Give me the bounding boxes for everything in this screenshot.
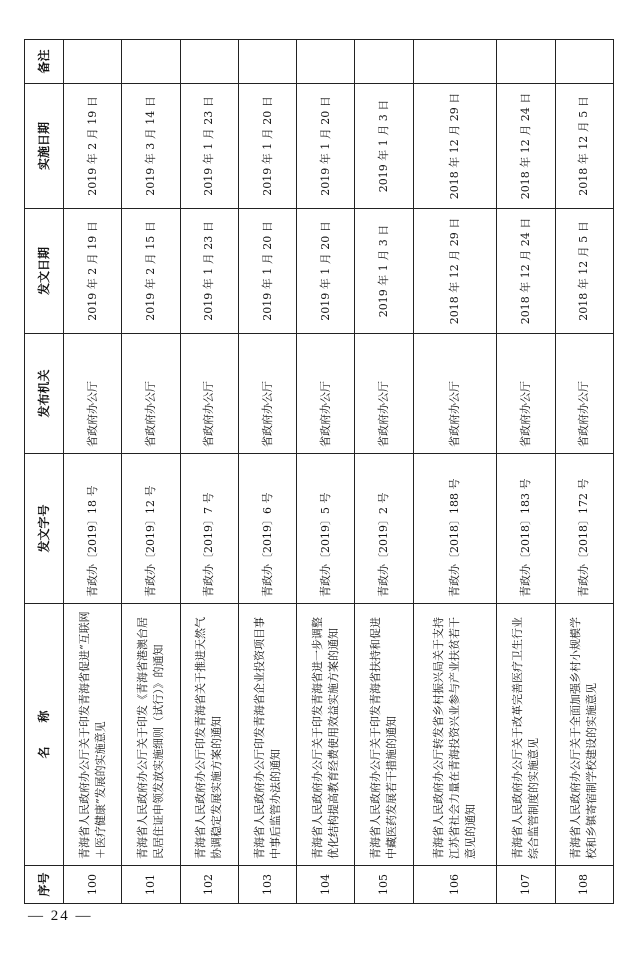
table-row bbox=[122, 40, 180, 904]
cell-seq: 100 bbox=[64, 866, 122, 904]
cell-seq: 103 bbox=[238, 866, 296, 904]
cell-remark bbox=[238, 40, 296, 84]
cell-impl-date: 2019 年 1 月 20 日 bbox=[238, 84, 296, 209]
header-name: 名 称 bbox=[25, 604, 64, 866]
header-issue-date: 发文日期 bbox=[25, 209, 64, 334]
cell-impl-date: 2018 年 12 月 24 日 bbox=[497, 84, 555, 209]
cell-doc-no: 青政办〔2019〕5 号 bbox=[297, 454, 355, 604]
cell-issue-date: 2019 年 2 月 19 日 bbox=[64, 209, 122, 334]
cell-remark bbox=[64, 40, 122, 84]
cell-doc-no: 青政办〔2018〕172 号 bbox=[555, 454, 613, 604]
table-row bbox=[413, 40, 497, 904]
cell-remark bbox=[122, 40, 180, 84]
cell-doc-no: 青政办〔2019〕6 号 bbox=[238, 454, 296, 604]
cell-name: 青海省人民政府办公厅关于改革完善医疗卫生行业综合监管制度的实施意见 bbox=[497, 604, 555, 866]
cell-seq: 102 bbox=[180, 866, 238, 904]
cell-issue-date: 2019 年 1 月 20 日 bbox=[297, 209, 355, 334]
cell-name: 青海省人民政府办公厅关于印发青海省促进“互联网＋医疗健康”发展的实施意见 bbox=[64, 604, 122, 866]
cell-remark bbox=[297, 40, 355, 84]
cell-name: 青海省人民政府办公厅关于全面加强乡村小规模学校和乡镇寄宿制学校建设的实施意见 bbox=[555, 604, 613, 866]
cell-issuer: 省政府办公厅 bbox=[497, 334, 555, 454]
cell-impl-date: 2019 年 1 月 23 日 bbox=[180, 84, 238, 209]
cell-remark bbox=[355, 40, 413, 84]
cell-impl-date: 2019 年 3 月 14 日 bbox=[122, 84, 180, 209]
cell-name: 青海省人民政府办公厅关于印发《青海省港澳台居民居住证申领发放实施细则（试行）》的通知 bbox=[122, 604, 180, 866]
cell-issuer: 省政府办公厅 bbox=[180, 334, 238, 454]
cell-issuer: 省政府办公厅 bbox=[413, 334, 497, 454]
cell-issue-date: 2019 年 1 月 3 日 bbox=[355, 209, 413, 334]
cell-seq: 106 bbox=[413, 866, 497, 904]
cell-issue-date: 2018 年 12 月 5 日 bbox=[555, 209, 613, 334]
cell-name: 青海省人民政府办公厅印发青海省关于推进天然气协调稳定发展实施方案的通知 bbox=[180, 604, 238, 866]
cell-impl-date: 2019 年 1 月 3 日 bbox=[355, 84, 413, 209]
cell-impl-date: 2019 年 1 月 20 日 bbox=[297, 84, 355, 209]
cell-doc-no: 青政办〔2019〕18 号 bbox=[64, 454, 122, 604]
cell-seq: 105 bbox=[355, 866, 413, 904]
cell-issue-date: 2018 年 12 月 24 日 bbox=[497, 209, 555, 334]
header-remark: 备注 bbox=[25, 40, 64, 84]
document-table bbox=[24, 39, 614, 904]
cell-impl-date: 2018 年 12 月 29 日 bbox=[413, 84, 497, 209]
header-impl-date: 实施日期 bbox=[25, 84, 64, 209]
cell-seq: 104 bbox=[297, 866, 355, 904]
page-number: — 24 — bbox=[28, 908, 93, 924]
cell-doc-no: 青政办〔2019〕12 号 bbox=[122, 454, 180, 604]
cell-name: 青海省人民政府办公厅印发青海省企业投资项目事中事后监管办法的通知 bbox=[238, 604, 296, 866]
cell-remark bbox=[497, 40, 555, 84]
header-seq: 序号 bbox=[25, 866, 64, 904]
table-row bbox=[555, 40, 613, 904]
cell-seq: 101 bbox=[122, 866, 180, 904]
table-row bbox=[238, 40, 296, 904]
rotated-table-wrapper bbox=[24, 40, 614, 904]
cell-remark bbox=[180, 40, 238, 84]
cell-issuer: 省政府办公厅 bbox=[122, 334, 180, 454]
table-row bbox=[180, 40, 238, 904]
table-header-row bbox=[25, 40, 64, 904]
table-row bbox=[297, 40, 355, 904]
cell-seq: 107 bbox=[497, 866, 555, 904]
cell-issuer: 省政府办公厅 bbox=[238, 334, 296, 454]
cell-issue-date: 2019 年 2 月 15 日 bbox=[122, 209, 180, 334]
cell-impl-date: 2018 年 12 月 5 日 bbox=[555, 84, 613, 209]
cell-issue-date: 2019 年 1 月 20 日 bbox=[238, 209, 296, 334]
cell-remark bbox=[555, 40, 613, 84]
cell-issue-date: 2019 年 1 月 23 日 bbox=[180, 209, 238, 334]
cell-issue-date: 2018 年 12 月 29 日 bbox=[413, 209, 497, 334]
table-row bbox=[497, 40, 555, 904]
cell-impl-date: 2019 年 2 月 19 日 bbox=[64, 84, 122, 209]
cell-issuer: 省政府办公厅 bbox=[297, 334, 355, 454]
cell-issuer: 省政府办公厅 bbox=[355, 334, 413, 454]
cell-name: 青海省人民政府办公厅转发省乡村振兴局关于支持江苏省社会力量在青海投资兴业参与产业扶贫若干意见的通知 bbox=[413, 604, 497, 866]
cell-issuer: 省政府办公厅 bbox=[64, 334, 122, 454]
cell-doc-no: 青政办〔2019〕2 号 bbox=[355, 454, 413, 604]
cell-name: 青海省人民政府办公厅关于印发青海省扶持和促进中藏医药发展若干措施的通知 bbox=[355, 604, 413, 866]
cell-remark bbox=[413, 40, 497, 84]
table-row bbox=[64, 40, 122, 904]
header-doc-no: 发文字号 bbox=[25, 454, 64, 604]
table-row bbox=[355, 40, 413, 904]
cell-seq: 108 bbox=[555, 866, 613, 904]
cell-doc-no: 青政办〔2018〕183 号 bbox=[497, 454, 555, 604]
cell-doc-no: 青政办〔2018〕188 号 bbox=[413, 454, 497, 604]
cell-name: 青海省人民政府办公厅关于印发青海省进一步调整优化结构提高教育经费使用效益实施方案的通知 bbox=[297, 604, 355, 866]
cell-issuer: 省政府办公厅 bbox=[555, 334, 613, 454]
header-issuer: 发布机关 bbox=[25, 334, 64, 454]
cell-doc-no: 青政办〔2019〕7 号 bbox=[180, 454, 238, 604]
